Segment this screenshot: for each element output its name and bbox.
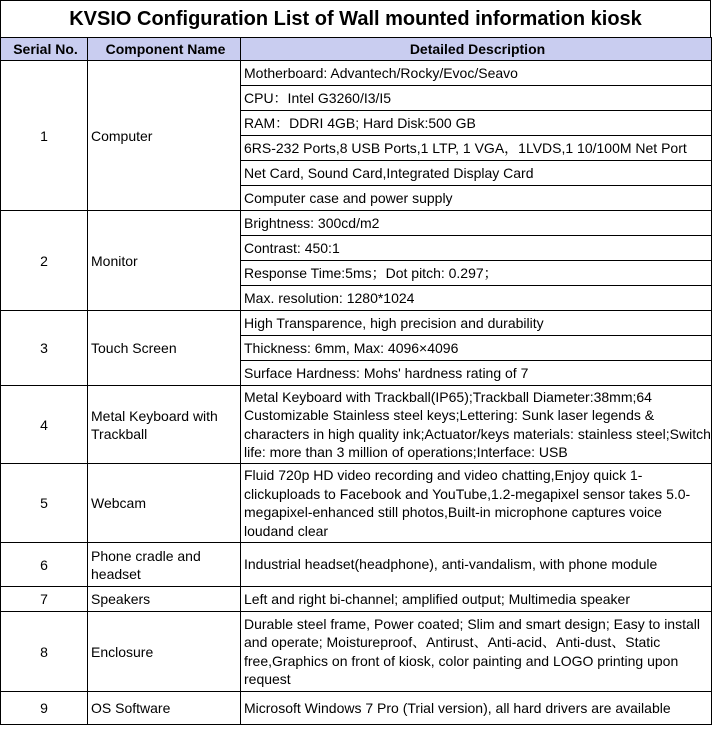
component-name-cell: Webcam [88, 464, 241, 543]
component-name-cell: OS Software [88, 692, 241, 725]
description-cell: Microsoft Windows 7 Pro (Trial version), all hard drivers are available [241, 692, 712, 725]
table-row [1, 587, 712, 612]
description-cell: CPU：Intel G3260/I3/I5 [241, 86, 712, 111]
description-cell: High Transparence, high precision and durability [241, 311, 712, 336]
description-cell: Industrial headset(headphone), anti-vandalism, with phone module [241, 543, 712, 587]
component-name-cell: Speakers [88, 587, 241, 612]
description-cell: Max. resolution: 1280*1024 [241, 286, 712, 311]
configuration-table [0, 37, 712, 725]
description-cell: Fluid 720p HD video recording and video chatting,Enjoy quick 1-clickuploads to Facebook and YouTube,1.2-megapixel sensor takes 5.0-megapixel-enhanced still photos,Built-in microphone captures voice loudand clear [241, 464, 712, 543]
description-cell: Left and right bi-channel; amplified output; Multimedia speaker [241, 587, 712, 612]
table-row [1, 61, 712, 86]
description-cell: Brightness: 300cd/m2 [241, 211, 712, 236]
component-name-cell: Metal Keyboard with Trackball [88, 386, 241, 464]
table-row [1, 543, 712, 587]
description-cell: Thickness: 6mm, Max: 4096×4096 [241, 336, 712, 361]
serial-cell: 9 [1, 692, 88, 725]
serial-cell: 4 [1, 386, 88, 464]
description-cell: Computer case and power supply [241, 186, 712, 211]
description-cell: 6RS-232 Ports,8 USB Ports,1 LTP, 1 VGA，1LVDS,1 10/100M Net Port [241, 136, 712, 161]
table-row [1, 386, 712, 464]
header-description: Detailed Description [241, 38, 712, 61]
component-name-cell: Enclosure [88, 612, 241, 692]
component-name-cell: Computer [88, 61, 241, 211]
serial-cell: 5 [1, 464, 88, 543]
header-component: Component Name [88, 38, 241, 61]
table-row [1, 211, 712, 236]
serial-cell: 3 [1, 311, 88, 386]
sheet-title: KVSIO Configuration List of Wall mounted information kiosk [0, 0, 711, 37]
serial-cell: 1 [1, 61, 88, 211]
table-row [1, 464, 712, 543]
table-body [1, 61, 712, 725]
serial-cell: 2 [1, 211, 88, 311]
component-name-cell: Phone cradle and headset [88, 543, 241, 587]
description-cell: RAM：DDRI 4GB; Hard Disk:500 GB [241, 111, 712, 136]
header-row [1, 38, 712, 61]
description-cell: Contrast: 450:1 [241, 236, 712, 261]
description-cell: Response Time:5ms；Dot pitch: 0.297； [241, 261, 712, 286]
header-serial: Serial No. [1, 38, 88, 61]
description-cell: Net Card, Sound Card,Integrated Display Card [241, 161, 712, 186]
description-cell: Motherboard: Advantech/Rocky/Evoc/Seavo [241, 61, 712, 86]
serial-cell: 8 [1, 612, 88, 692]
component-name-cell: Touch Screen [88, 311, 241, 386]
description-cell: Surface Hardness: Mohs' hardness rating of 7 [241, 361, 712, 386]
description-cell: Durable steel frame, Power coated; Slim and smart design; Easy to install and operate; Moistureproof、Antirust、Anti-acid、Anti-dust、Static free,Graphics on front of kiosk, color painting and LOGO printing upon request [241, 612, 712, 692]
serial-cell: 7 [1, 587, 88, 612]
serial-cell: 6 [1, 543, 88, 587]
table-row [1, 692, 712, 725]
table-row [1, 612, 712, 692]
description-cell: Metal Keyboard with Trackball(IP65);Trackball Diameter:38mm;64 Customizable Stainless steel keys;Lettering: Sunk laser legends & characters in high quality ink;Actuator/keys materials: stainless steel;Switch life: more than 3 million of operations;Interface: USB [241, 386, 712, 464]
component-name-cell: Monitor [88, 211, 241, 311]
table-row [1, 311, 712, 336]
